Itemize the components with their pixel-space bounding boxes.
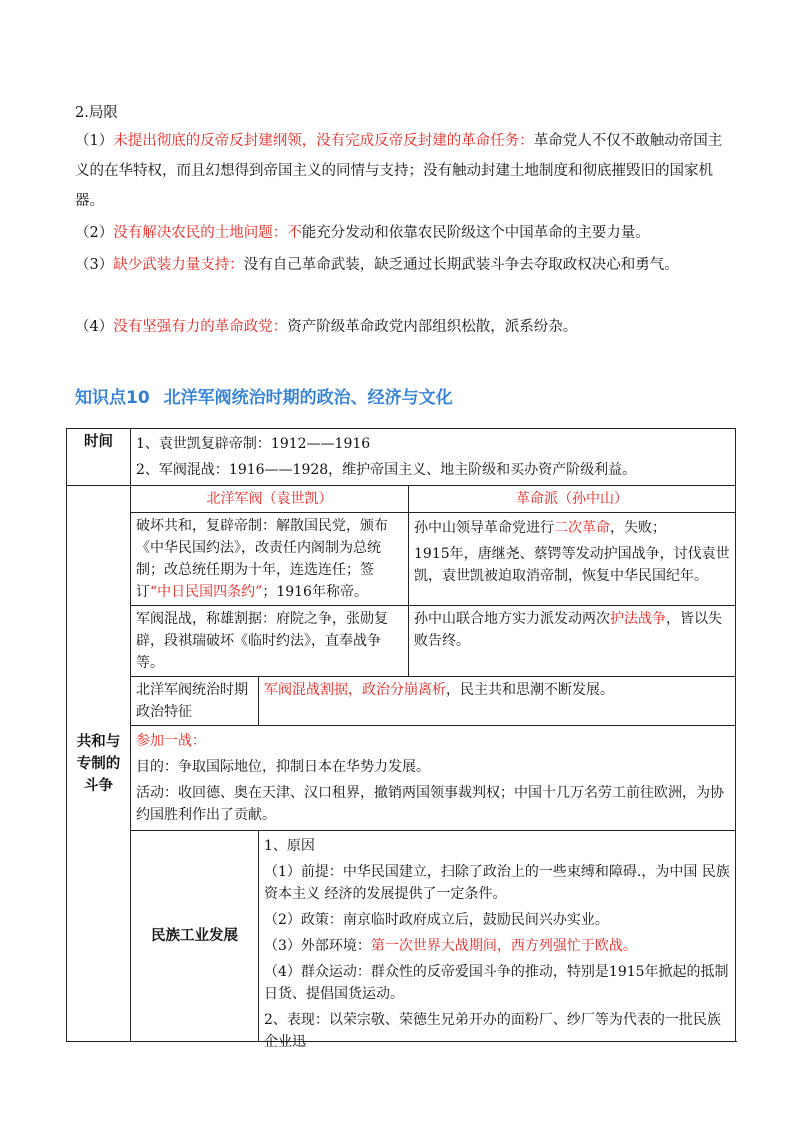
section-title: 北洋军阀统治时期的政治、经济与文化	[163, 388, 453, 408]
revolution-cell-2-end: ，皆以失败告终。	[414, 611, 722, 649]
struggle-header-row	[67, 486, 736, 513]
warlord-cell-1	[131, 513, 409, 606]
struggle-label: 共和与专制的斗争	[67, 486, 131, 1042]
limit-item-3-no: （3）	[75, 257, 114, 273]
industry-show: 2、表现：以荣宗敬、荣德生兄弟开办的面粉厂、纱厂等为代表的一批民族企业迅	[264, 1012, 721, 1050]
limit-item-1-key: 未提出彻底的反帝反封建纲领，没有完成反帝反封建的革命任务：	[113, 133, 534, 149]
feature-text: ，民主共和思潮不断发展。	[446, 682, 614, 698]
limit-item-1-text: 革命党人不仅不敢触动帝国主义的在华特权，而且幻想得到帝国主义的同情与支持；没有触动封建土地制度和彻底摧毁旧的国家机器。	[75, 133, 723, 209]
limit-item-2-key: 没有解决农民的土地问题：不	[113, 225, 302, 241]
industry-cause-1: （1）前提：中华民国建立，扫除了政治上的一些束缚和障碍.，为中国 民族资本主义 经济的发展提供了一定条件。	[264, 864, 730, 902]
feature-label: 北洋军阀统治时期政治特征	[131, 677, 259, 726]
industry-row	[67, 831, 736, 1042]
section-heading	[75, 383, 453, 408]
revolution-cell-2-text: 孙中山联合地方实力派发动两次	[414, 611, 610, 627]
time-line-2: 2、军阀混战：1916——1928，维护帝国主义、地主阶级和买办资产阶级利益。	[136, 462, 637, 478]
limit-item-4-text: 资产阶级革命政党内部组织松散，派系纷杂。	[287, 319, 578, 335]
time-content	[131, 429, 736, 486]
limit-item-4-key: 没有坚强有力的革命政党：	[113, 319, 288, 335]
revolution-cell-1-text: 孙中山领导革命党进行	[414, 520, 554, 536]
revolution-cell-1-line	[414, 515, 730, 541]
ww1-content	[131, 726, 736, 831]
industry-content	[259, 831, 736, 1050]
limits-title: 2.局限	[75, 105, 118, 121]
limit-item-3	[75, 250, 730, 280]
revolution-cell-1-p2: 1915年，唐继尧、蔡锷等发动护国战争，讨伐袁世凯，袁世凯被迫取消帝制，恢复中华民国纪年。	[414, 546, 730, 584]
second-revolution-highlight: 二次革命	[554, 520, 610, 536]
limit-item-3-text: 没有自己革命武装，缺乏通过长期武装斗争去夺取政权决心和勇气。	[243, 257, 679, 273]
industry-cause-2: （2）政策：南京临时政府成立后，鼓励民间兴办实业。	[264, 912, 609, 928]
feature-highlight: 军阀混战割据，政治分崩离析	[264, 682, 446, 698]
limit-item-2-text: 能充分发动和依靠农民阶级这个中国革命的主要力量。	[301, 225, 650, 241]
treaty-highlight: “中日民国四条约”	[150, 584, 263, 600]
limit-item-4	[75, 312, 730, 342]
time-row	[67, 429, 736, 486]
warlord-cell-2: 军阀混战，称雄割据：府院之争，张勋复辟，段祺瑞破坏《临时约法》，直奉战争等。	[131, 606, 409, 677]
industry-cause: 1、原因	[264, 838, 315, 854]
time-label: 时间	[67, 429, 131, 486]
ww1-environment-highlight: 第一次世界大战期间，西方列强忙于欧战。	[370, 938, 637, 954]
limit-item-1	[75, 126, 730, 216]
limit-item-1-no: （1）	[75, 133, 114, 149]
struggle-row-1	[67, 513, 736, 606]
limit-item-2-no: （2）	[75, 225, 114, 241]
warlord-header: 北洋军阀（袁世凯）	[131, 486, 409, 513]
revolution-cell-1	[409, 513, 736, 606]
knowledge-table	[66, 428, 736, 1050]
revolution-cell-2	[409, 606, 736, 677]
warlord-cell-1-end: ；1916年称帝。	[262, 584, 368, 600]
limit-item-4-no: （4）	[75, 319, 114, 335]
ww1-row	[67, 726, 736, 831]
feature-content	[259, 677, 736, 726]
constitution-war-highlight: 护法战争	[610, 611, 666, 627]
limit-item-2	[75, 218, 730, 248]
time-line-1: 1、袁世凯复辟帝制：1912——1916	[136, 436, 371, 452]
feature-row	[67, 677, 736, 726]
revolution-header: 革命派（孙中山）	[409, 486, 736, 513]
ww1-goal: 目的：争取国际地位，抑制日本在华势力发展。	[136, 759, 430, 775]
warlord-cell-1-text: 破坏共和，复辟帝制：解散国民党，颁布《中华民国约法》，改责任内阁制为总统制；改总统任期为十年，连选连任；签订	[136, 518, 388, 600]
section-number: 知识点10	[75, 388, 150, 408]
struggle-row-2	[67, 606, 736, 677]
industry-cause-3-text: （3）外部环境：	[264, 938, 371, 954]
revolution-cell-1-end: ，失败；	[610, 520, 666, 536]
industry-cause-3	[264, 933, 730, 959]
industry-label: 民族工业发展	[131, 831, 259, 1042]
ww1-title: 参加一战：	[136, 733, 206, 749]
limit-item-3-key: 缺少武装力量支持：	[113, 257, 244, 273]
ww1-activity: 活动：收回德、奥在天津、汉口租界，撤销两国领事裁判权；中国十几万名劳工前往欧洲，为协约国胜利作出了贡献。	[136, 785, 724, 823]
industry-cause-4: （4）群众运动：群众性的反帝爱国斗争的推动，特别是1915年掀起的抵制日货、提倡国货运动。	[264, 964, 729, 1002]
